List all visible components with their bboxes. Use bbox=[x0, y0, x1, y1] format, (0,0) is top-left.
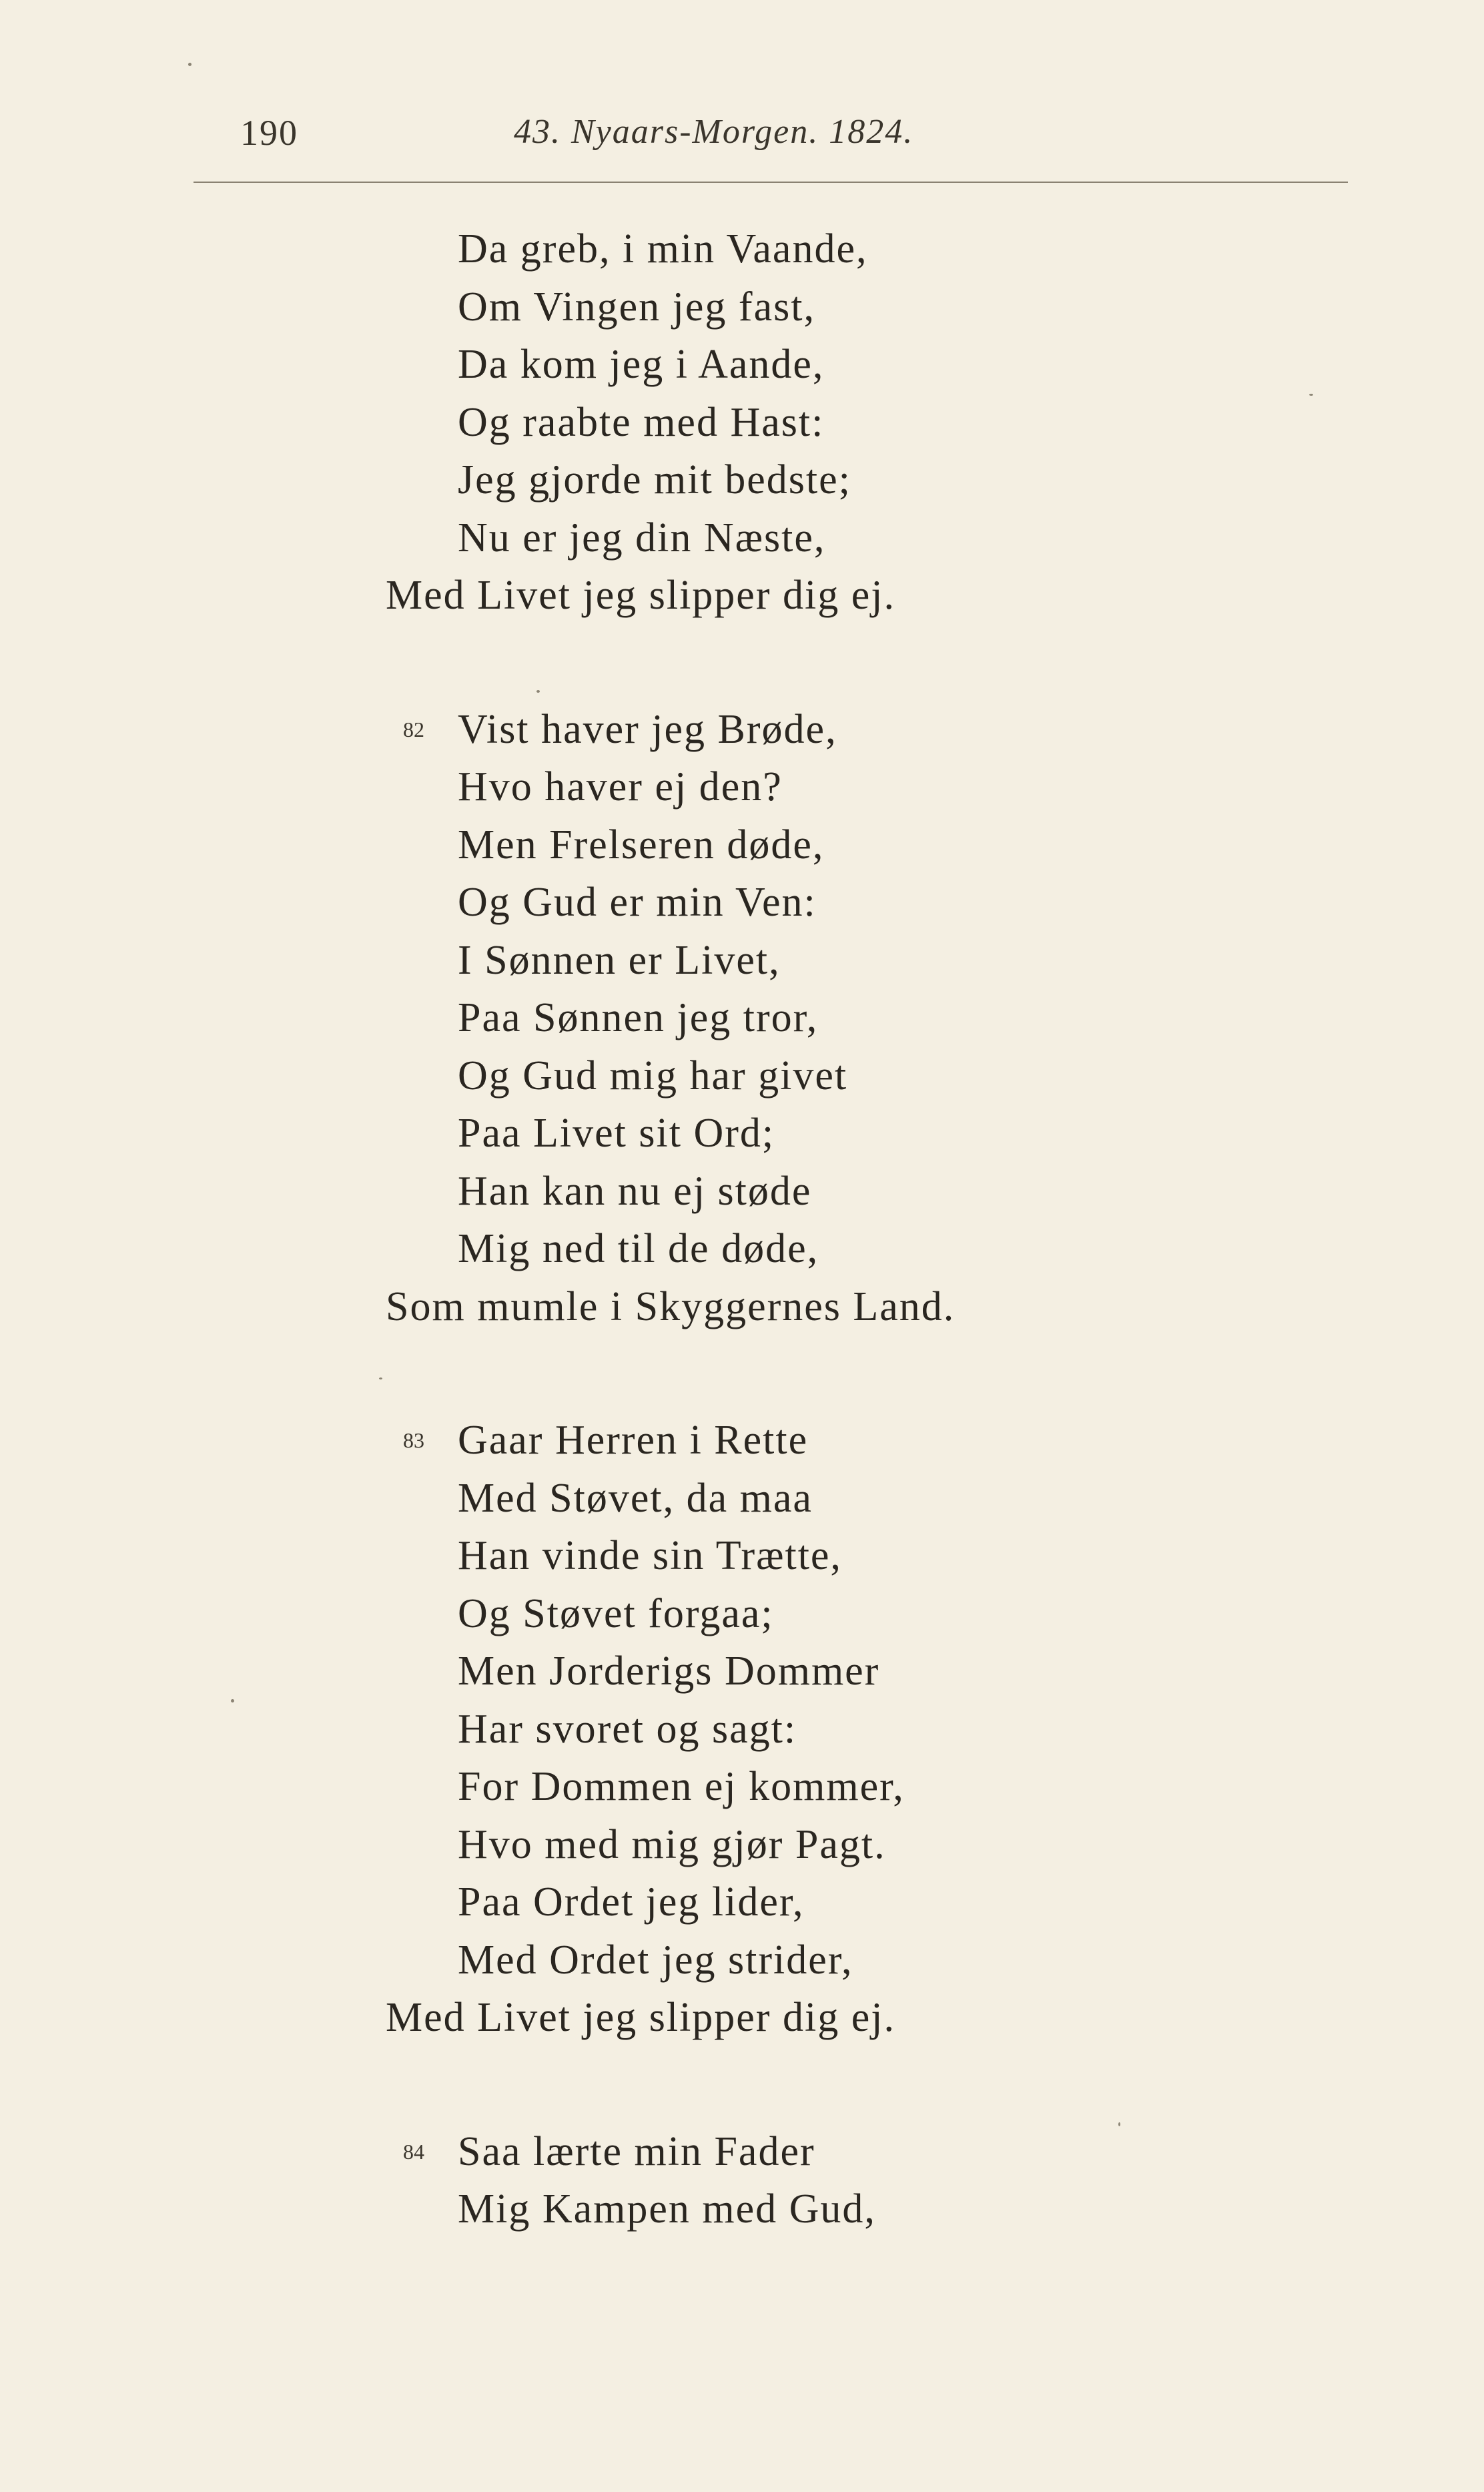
header-rule bbox=[194, 182, 1348, 183]
verse-line bbox=[0, 1163, 1484, 1221]
verse-text: Mig Kampen med Gud, bbox=[458, 2186, 876, 2232]
verse-text: Da kom jeg i Aande, bbox=[458, 342, 825, 387]
paper-speck bbox=[536, 690, 540, 693]
verse-line bbox=[0, 1931, 1484, 1989]
poem-body bbox=[0, 220, 1484, 2314]
verse-text: Hvo haver ej den? bbox=[458, 764, 783, 810]
verse-text: Om Vingen jeg fast, bbox=[458, 284, 815, 330]
verse-text: I Sønnen er Livet, bbox=[458, 937, 781, 983]
paper-speck bbox=[231, 1699, 234, 1702]
verse-text: Da greb, i min Vaande, bbox=[458, 226, 868, 272]
verse-line bbox=[0, 1700, 1484, 1759]
verse-text: Mig ned til de døde, bbox=[458, 1226, 819, 1271]
stanza-number: 83 bbox=[403, 1428, 424, 1452]
verse-line bbox=[0, 2123, 1484, 2181]
verse-text: Og Gud mig har givet bbox=[458, 1052, 848, 1099]
verse-text: Saa lærte min Fader bbox=[458, 2128, 815, 2174]
verse-line bbox=[0, 816, 1484, 874]
stanza bbox=[0, 220, 1484, 625]
verse-line bbox=[0, 2180, 1484, 2238]
verse-line bbox=[0, 451, 1484, 509]
verse-text: Men Jorderigs Dommer bbox=[458, 1648, 880, 1694]
verse-text: Har svoret og sagt: bbox=[458, 1706, 797, 1752]
verse-text: Han kan nu ej støde bbox=[458, 1168, 812, 1214]
verse-line bbox=[0, 1105, 1484, 1163]
verse-line bbox=[0, 989, 1484, 1047]
verse-line bbox=[0, 1758, 1484, 1816]
stanza bbox=[0, 1412, 1484, 2047]
paper-speck bbox=[379, 1377, 382, 1379]
page-header bbox=[0, 107, 1484, 153]
verse-text: Som mumle i Skyggernes Land. bbox=[386, 1283, 956, 1329]
verse-line bbox=[0, 1220, 1484, 1278]
verse-line bbox=[0, 336, 1484, 394]
verse-line bbox=[0, 758, 1484, 816]
page-number: 190 bbox=[240, 113, 298, 153]
verse-line bbox=[0, 220, 1484, 278]
verse-text: Gaar Herren i Rette bbox=[458, 1418, 809, 1463]
paper-speck bbox=[1118, 2122, 1120, 2126]
verse-line bbox=[0, 1642, 1484, 1700]
verse-line bbox=[0, 1816, 1484, 1874]
verse-text: Med Ordet jeg strider, bbox=[458, 1937, 853, 1983]
verse-text: Paa Ordet jeg lider, bbox=[458, 1879, 805, 1925]
paper-speck bbox=[1309, 394, 1313, 396]
verse-line bbox=[0, 701, 1484, 759]
verse-text: Vist haver jeg Brøde, bbox=[458, 706, 837, 752]
stanza bbox=[0, 2123, 1484, 2238]
verse-line bbox=[0, 1278, 1484, 1336]
verse-line bbox=[0, 874, 1484, 932]
verse-line bbox=[0, 1873, 1484, 1931]
paper-speck bbox=[188, 63, 192, 66]
verse-text: Med Støvet, da maa bbox=[458, 1475, 813, 1521]
verse-line bbox=[0, 932, 1484, 990]
verse-line bbox=[0, 509, 1484, 567]
verse-line bbox=[0, 1527, 1484, 1585]
verse-line bbox=[0, 1989, 1484, 2047]
verse-text: Paa Sønnen jeg tror, bbox=[458, 995, 819, 1040]
verse-line bbox=[0, 1047, 1484, 1105]
verse-text: Jeg gjorde mit bedste; bbox=[458, 457, 851, 503]
verse-text: Og Støvet forgaa; bbox=[458, 1590, 774, 1636]
verse-text: Og raabte med Hast: bbox=[458, 399, 825, 445]
verse-text: For Dommen ej kommer, bbox=[458, 1764, 905, 1809]
stanza-number: 82 bbox=[403, 717, 424, 741]
verse-text: Han vinde sin Trætte, bbox=[458, 1533, 842, 1578]
running-title: 43. Nyaars-Morgen. 1824. bbox=[514, 113, 914, 151]
verse-text: Hvo med mig gjør Pagt. bbox=[458, 1821, 886, 1867]
verse-line bbox=[0, 278, 1484, 336]
verse-text: Med Livet jeg slipper dig ej. bbox=[386, 1995, 895, 2040]
stanza bbox=[0, 701, 1484, 1336]
verse-text: Og Gud er min Ven: bbox=[458, 880, 817, 925]
verse-line bbox=[0, 1412, 1484, 1470]
stanza-number: 84 bbox=[403, 2139, 424, 2164]
verse-text: Med Livet jeg slipper dig ej. bbox=[386, 573, 895, 618]
verse-text: Nu er jeg din Næste, bbox=[458, 515, 826, 561]
verse-line bbox=[0, 1470, 1484, 1528]
verse-line bbox=[0, 1585, 1484, 1643]
verse-line bbox=[0, 394, 1484, 452]
verse-text: Paa Livet sit Ord; bbox=[458, 1111, 775, 1156]
verse-line bbox=[0, 567, 1484, 625]
verse-text: Men Frelseren døde, bbox=[458, 822, 825, 868]
